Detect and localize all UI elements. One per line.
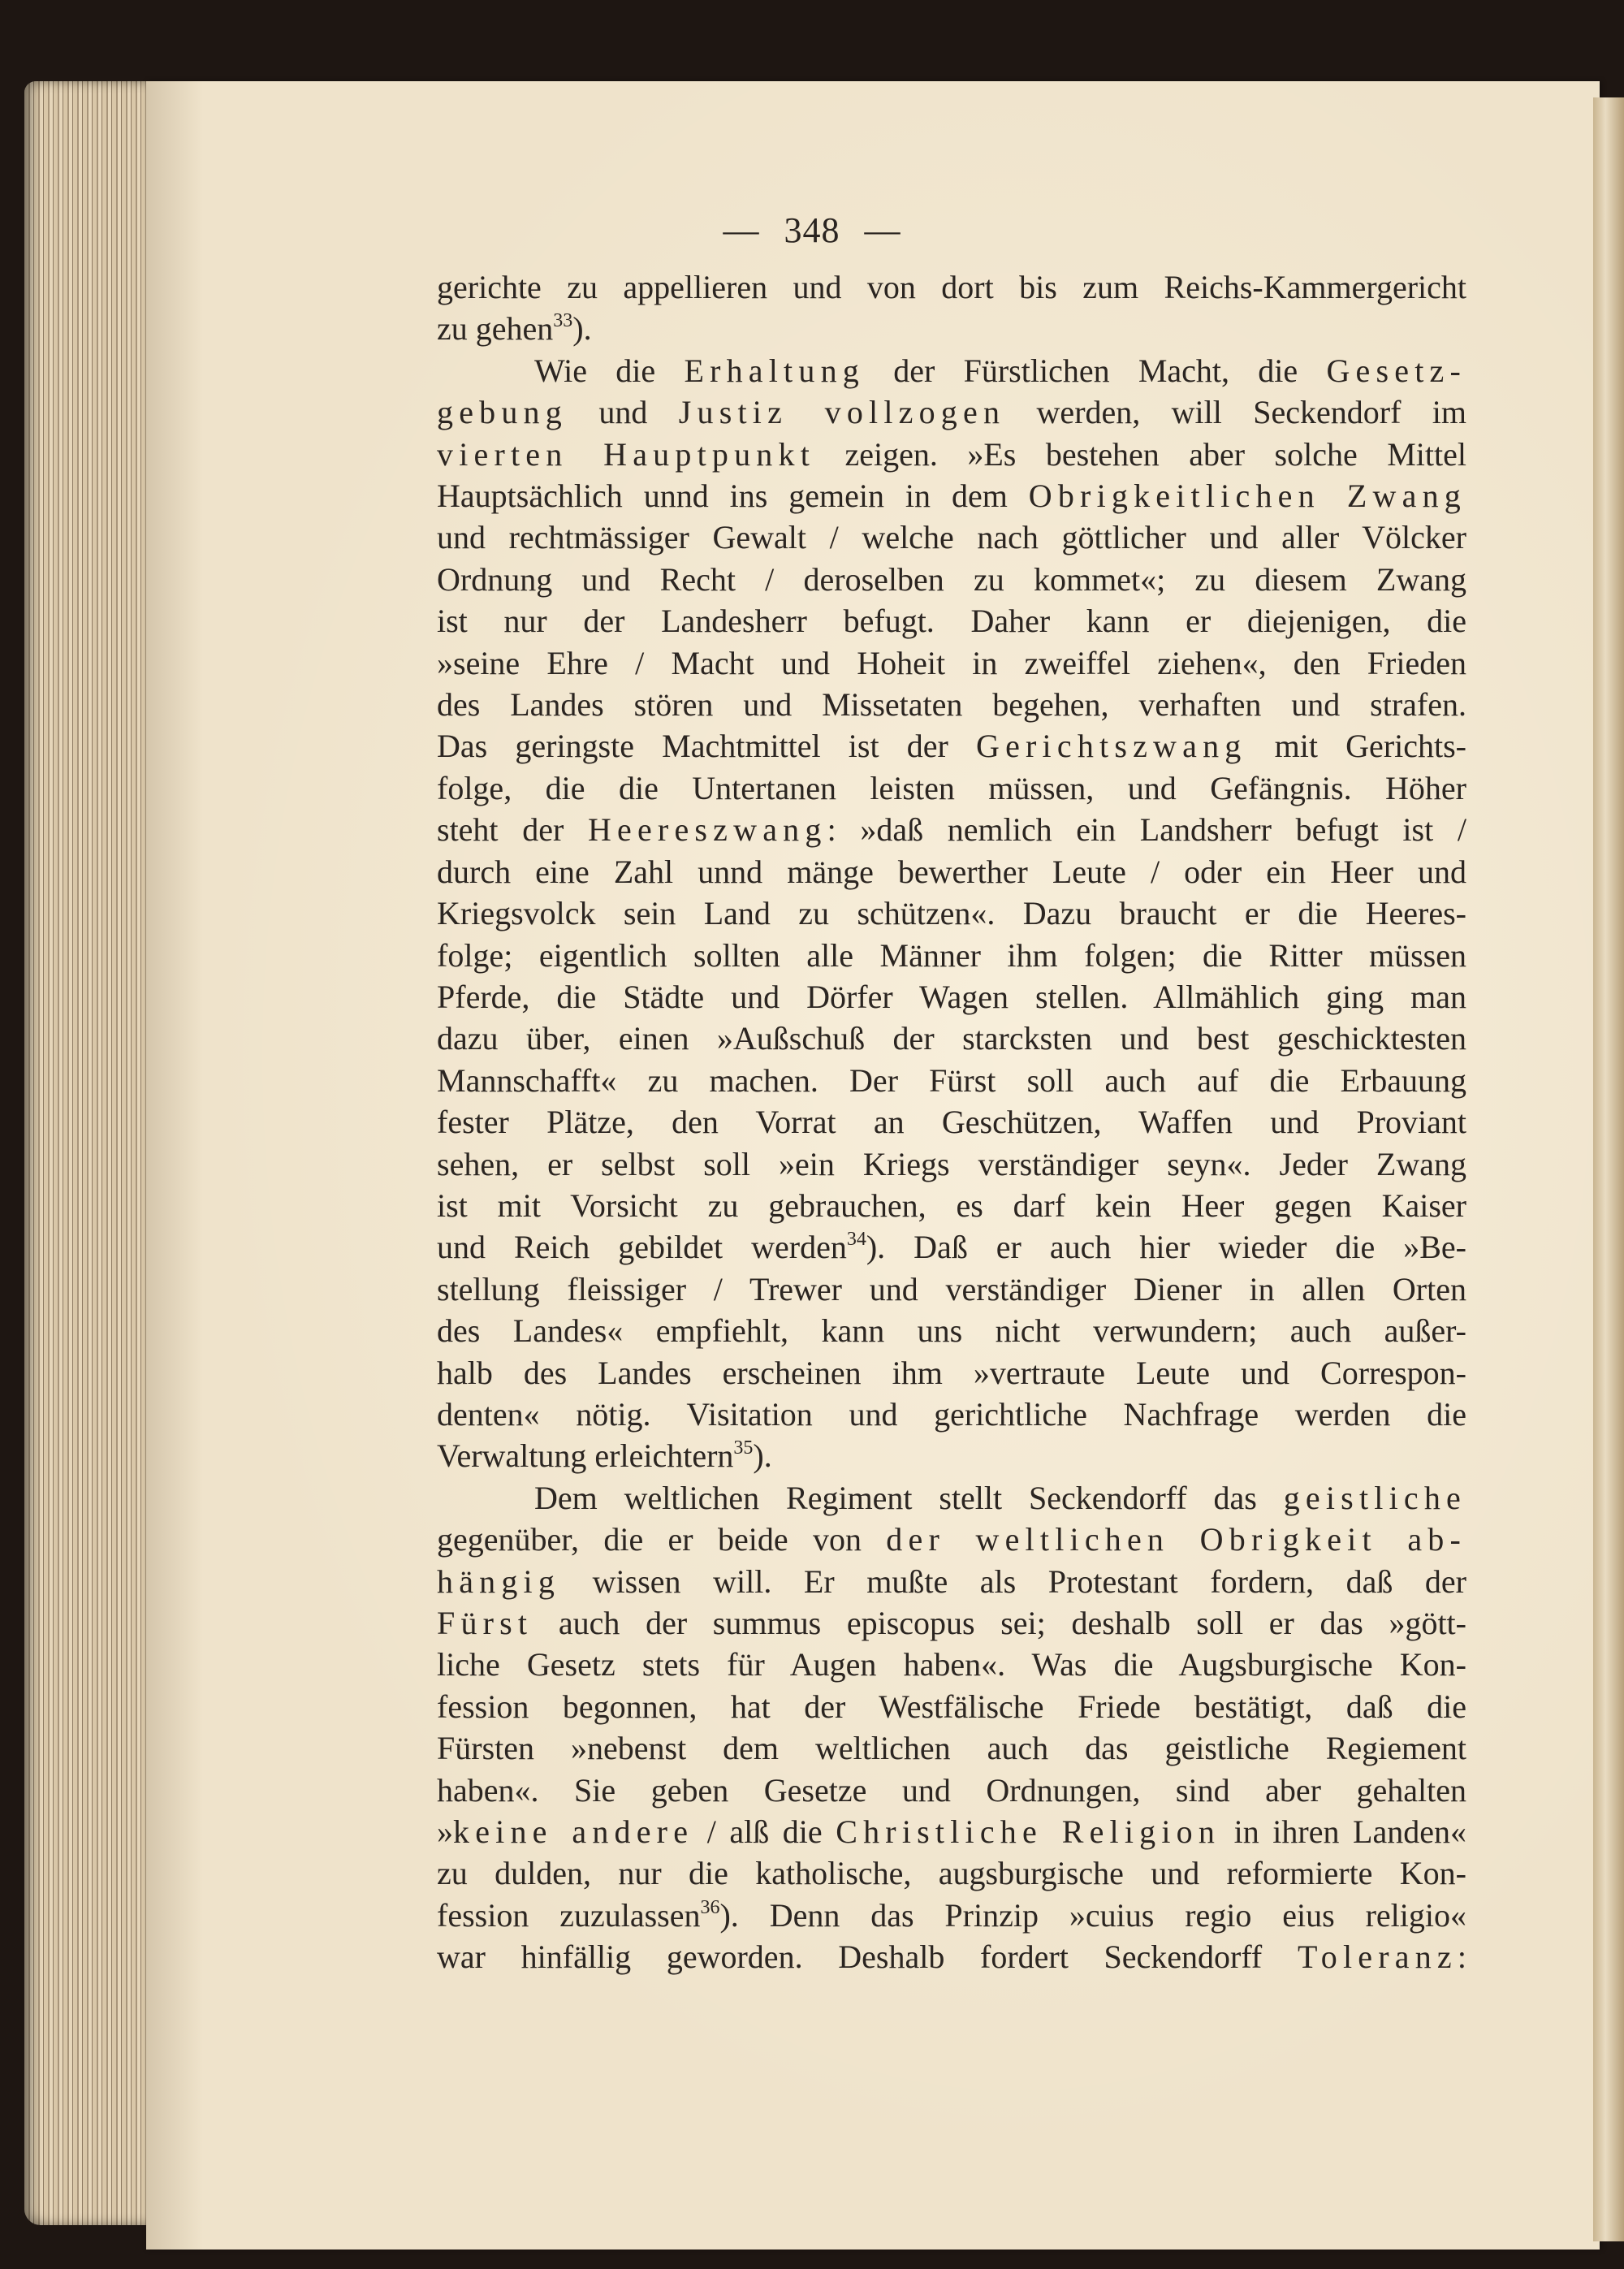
text-line: Dem weltlichen Regiment stellt Seckendorff das geistliche bbox=[534, 1479, 1466, 1516]
text-line: sehen, er selbst soll »ein Kriegs verständiger seyn«. Jeder Zwang bbox=[437, 1145, 1466, 1182]
text-line: denten« nötig. Visitation und gerichtliche Nachfrage werden die bbox=[437, 1395, 1466, 1433]
emphasized-text: Justiz vollzogen bbox=[678, 394, 1006, 431]
text-line: gegenüber, die er beide von der weltlichen Obrigkeit ab- bbox=[437, 1521, 1466, 1558]
text-line: vierten Hauptpunkt zeigen. »Es bestehen aber solche Mittel bbox=[437, 435, 1467, 473]
page-number-value: 348 bbox=[784, 210, 840, 250]
text-line: stellung fleissiger / Trewer und verständiger Diener in allen Orten bbox=[437, 1270, 1466, 1307]
text-line: des Landes« empfiehlt, kann uns nicht verwundern; auch außer- bbox=[437, 1312, 1466, 1350]
footnote-marker: 33 bbox=[553, 310, 573, 332]
text-line: gebung und Justiz vollzogen werden, will Seckendorf im bbox=[437, 394, 1466, 431]
book-binding-edge bbox=[1593, 97, 1624, 2241]
footnote-marker: 35 bbox=[733, 1437, 754, 1459]
text-line: hängig wissen will. Er mußte als Protestant fordern, daß der bbox=[437, 1562, 1466, 1600]
body-text bbox=[437, 266, 1466, 1978]
text-line: fession zuzulassen$^{36}$). Denn das Prinzip »cuius regio eius religio« bbox=[437, 1896, 1467, 1934]
text-line: Fürsten »nebenst dem weltlichen auch das geistliche Regiement bbox=[437, 1730, 1466, 1767]
page-number-dash-left: — bbox=[723, 210, 760, 250]
emphasized-text: keine andere bbox=[453, 1813, 694, 1851]
emphasized-text: vierten Hauptpunkt bbox=[437, 435, 816, 473]
text-line: »seine Ehre / Macht und Hoheit in zweiffel ziehen«, den Frieden bbox=[437, 644, 1466, 681]
text-line: ist nur der Landesherr befugt. Daher kann er diejenigen, die bbox=[437, 603, 1466, 640]
text-line: gerichte zu appellieren und von dort bis zum Reichs-Kammergericht bbox=[437, 269, 1466, 305]
text-line: Wie die Erhaltung der Fürstlichen Macht, die Gesetz- bbox=[534, 352, 1467, 389]
text-line: des Landes stören und Missetaten begehen, verhaften und strafen. bbox=[437, 686, 1466, 724]
text-line: folge, die die Untertanen leisten müssen, und Gefängnis. Höher bbox=[437, 769, 1466, 806]
text-line: Hauptsächlich unnd ins gemein in dem Obrigkeitlichen Zwang bbox=[437, 478, 1467, 515]
emphasized-text: Christliche Religion bbox=[836, 1813, 1221, 1851]
text-line: Kriegsvolck sein Land zu schützen«. Dazu braucht er die Heeres- bbox=[437, 895, 1466, 932]
emphasized-text: geistliche bbox=[1283, 1479, 1466, 1516]
text-line: haben«. Sie geben Gesetze und Ordnungen, sind aber gehalten bbox=[437, 1771, 1466, 1809]
text-line: dazu über, einen »Außschuß der starcksten und best geschicktesten bbox=[437, 1020, 1466, 1057]
emphasized-text: Erhaltung bbox=[684, 352, 865, 389]
emphasized-text: Heereszwang bbox=[587, 811, 827, 849]
footnote-marker: 36 bbox=[700, 1896, 720, 1918]
text-line: fession begonnen, hat der Westfälische Friede bestätigt, daß die bbox=[437, 1688, 1466, 1725]
text-line: ist mit Vorsicht zu gebrauchen, es darf kein Heer gegen Kaiser bbox=[437, 1186, 1466, 1224]
text-line: Fürst auch der summus episcopus sei; deshalb soll er das »gött- bbox=[437, 1605, 1466, 1641]
text-line: Das geringste Machtmittel ist der Gerichtszwang mit Gerichts- bbox=[437, 728, 1467, 765]
text-line: durch eine Zahl unnd mänge bewerther Leute / oder ein Heer und bbox=[437, 853, 1466, 890]
text-line: halb des Landes erscheinen ihm »vertraute Leute und Correspon- bbox=[437, 1354, 1466, 1391]
emphasized-text: Toleranz bbox=[1297, 1938, 1458, 1976]
text-line: zu dulden, nur die katholische, augsburgische und reformierte Kon- bbox=[437, 1855, 1466, 1892]
text-line: war hinfällig geworden. Deshalb fordert Seckendorff Toleranz: bbox=[437, 1938, 1466, 1976]
text-line: Verwaltung erleichtern$^{35}$). bbox=[437, 1437, 772, 1475]
text-line: Ordnung und Recht / deroselben zu kommet«; zu diesem Zwang bbox=[437, 560, 1466, 598]
text-line: liche Gesetz stets für Augen haben«. Was die Augsburgische Kon- bbox=[437, 1646, 1466, 1683]
page-number bbox=[0, 210, 1624, 251]
text-line: und Reich gebildet werden$^{34}$). Daß er auch hier wieder die »Be- bbox=[437, 1229, 1466, 1266]
page-number-dash-right: — bbox=[864, 210, 901, 250]
text-line: fester Plätze, den Vorrat an Geschützen, Waffen und Proviant bbox=[437, 1104, 1466, 1141]
text-line: folge; eigentlich sollten alle Männer ihm folgen; die Ritter müssen bbox=[437, 936, 1466, 974]
emphasized-text: Gerichtszwang bbox=[976, 728, 1247, 765]
emphasized-text: Fürst bbox=[437, 1605, 533, 1641]
text-line: Mannschafft« zu machen. Der Fürst soll auch auf die Erbauung bbox=[437, 1061, 1466, 1099]
text-line: »keine andere / alß die Christliche Religion in ihren Landen« bbox=[437, 1813, 1466, 1851]
emphasized-text: Obrigkeitlichen Zwang bbox=[1028, 478, 1467, 515]
emphasized-text: hängig bbox=[437, 1562, 561, 1600]
text-line: steht der Heereszwang: »daß nemlich ein Landsherr befugt ist / bbox=[437, 811, 1466, 849]
emphasized-text: Gesetz- bbox=[1326, 352, 1467, 389]
text-line: und rechtmässiger Gewalt / welche nach göttlicher und aller Völcker bbox=[437, 519, 1466, 556]
emphasized-text: der weltlichen Obrigkeit ab- bbox=[886, 1521, 1466, 1558]
footnote-marker: 34 bbox=[846, 1229, 866, 1251]
text-line: Pferde, die Städte und Dörfer Wagen stellen. Allmählich ging man bbox=[437, 978, 1466, 1015]
text-line: zu gehen$^{33}$). bbox=[437, 310, 592, 348]
emphasized-text: gebung bbox=[437, 394, 568, 431]
